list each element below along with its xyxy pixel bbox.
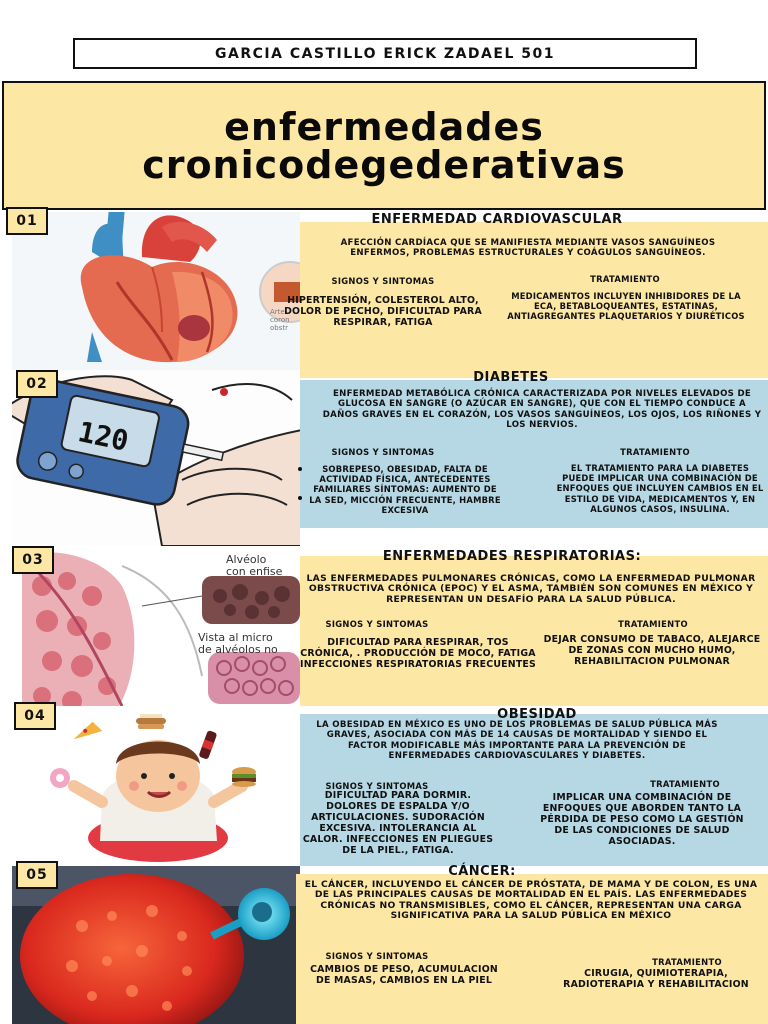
obesity-treatment: IMPLICAR UNA COMBINACIÓN DE ENFOQUES QUE ABORDEN TANTO LA PÉRDIDA DE PESO COMO LA GESTIÓN DE LAS CONDICIONES DE SALUD ASOCIADAS. (540, 792, 744, 847)
section-number-04: 04 (14, 702, 56, 730)
cancer-description: EL CÁNCER, INCLUYENDO EL CÁNCER DE PRÓSTATA, DE MAMA Y DE COLON, ES UNA DE LAS PRINCIPALES CAUSAS DE MORTALIDAD EN EL PAÍS. LAS ENFERMEDADES CRÓNICAS NO TRANSMISIBLES, COMO EL CÁNCER, REPRESENTAN UNA CARGA SIGNIFICATIVA PARA LA SALUD PÚBLICA EN MÉXICO (304, 879, 758, 922)
respiratory-treatment-label: TRATAMIENTO (618, 619, 688, 629)
section-number-03: 03 (12, 546, 54, 574)
glucometer-reading: 120 (75, 415, 132, 458)
heart-illustration (12, 212, 300, 370)
diabetes-description: ENFERMEDAD METABÓLICA CRÓNICA CARACTERIZADA POR NIVELES ELEVADOS DE GLUCOSA EN SANGRE (O AZÚCAR EN SANGRE), QUE CON EL TIEMPO CONDUCE A DAÑOS GRAVES EN EL CORAZÓN, LOS VASOS SANGUÍNEOS, LOS OJOS, LOS RIÑONES Y LOS NERVIOS. (322, 389, 762, 431)
section-heading-diabetes: DIABETES (473, 370, 549, 385)
respiratory-description: LAS ENFERMEDADES PULMONARES CRÓNICAS, COMO LA ENFERMEDAD PULMONAR OBSTRUCTIVA CRÓNICA (EPOC) Y EL ASMA, TAMBIÉN SON COMUNES EN MÉXICO Y REPRESENTAN UN DESAFÍO PARA LA SALUD PÚBLICA. (306, 573, 756, 605)
title-line-1: enfermedades (224, 104, 544, 149)
obesity-signs-label: SIGNOS Y SINTOMAS (325, 781, 429, 791)
section-heading-cancer: CÁNCER: (448, 864, 516, 879)
cardiovascular-signs: HIPERTENSIÓN, COLESTEROL ALTO, DOLOR DE PECHO, DIFICULTAD PARA RESPIRAR, FATIGA (284, 295, 482, 328)
section-heading-cardiovascular: ENFERMEDAD CARDIOVASCULAR (371, 212, 623, 227)
diabetes-treatment-label: TRATAMIENTO (620, 447, 690, 457)
section-number-02: 02 (16, 370, 58, 398)
obesity-description: LA OBESIDAD EN MÉXICO ES UNO DE LOS PROBLEMAS DE SALUD PÚBLICA MÁS GRAVES, ASOCIADA CON MÁS DE 14 CAUSAS DE MORTALIDAD Y SIENDO EL FACTOR MODIFICABLE MÁS IMPORTANTE PARA LA PREVENCIÓN DE ENFERMEDADES CARDIOVASCULARES Y DIABETES. (316, 720, 718, 762)
respiratory-signs: DIFICULTAD PARA RESPIRAR, TOS CRÓNICA, . PRODUCCIÓN DE MOCO, FATIGA INFECCIONES RESPIRATORIAS FRECUENTES (300, 637, 536, 670)
cardiovascular-treatment-label: TRATAMIENTO (590, 274, 660, 284)
alveoli-caption-1: Alvéolo con enfise (226, 553, 283, 578)
diabetes-bullet-2 (298, 496, 302, 500)
diabetes-treatment: EL TRATAMIENTO PARA LA DIABETES PUEDE IMPLICAR UNA COMBINACIÓN DE ENFOQUES QUE INCLUYEN CAMBIOS EN EL ESTILO DE VIDA, MEDICAMENTOS Y, EN ALGUNOS CASOS, INSULINA. (556, 463, 764, 514)
cardiovascular-description: AFECCIÓN CARDÍACA QUE SE MANIFIESTA MEDIANTE VASOS SANGUÍNEOS ENFERMOS, PROBLEMAS ESTRUCTURALES Y COÁGULOS SANGUÍNEOS. (340, 238, 716, 259)
page-title (2, 81, 766, 210)
cancer-treatment: CIRUGIA, QUIMIOTERAPIA, RADIOTERAPIA Y REHABILITACION (563, 968, 749, 990)
section-heading-obesity: OBESIDAD (497, 707, 577, 722)
cardiovascular-signs-label: SIGNOS Y SINTOMAS (331, 276, 435, 286)
cancer-signs: CAMBIOS DE PESO, ACUMULACION DE MASAS, CAMBIOS EN LA PIEL (310, 964, 498, 986)
lungs-alveoli-illustration (12, 546, 300, 716)
section-number-01: 01 (6, 207, 48, 235)
cardiovascular-treatment: MEDICAMENTOS INCLUYEN INHIBIDORES DE LA ECA, BETABLOQUEANTES, ESTATINAS, ANTIAGREGANTES PLAQUETARIOS Y DIURÉTICOS (507, 291, 745, 322)
cancer-cell-illustration (12, 866, 300, 1024)
heart-image-caption: Arte coron obstr (270, 308, 290, 332)
respiratory-treatment: DEJAR CONSUMO DE TABACO, ALEJARCE DE ZONAS CON MUCHO HUMO, REHABILITACION PULMONAR (543, 634, 761, 667)
respiratory-signs-label: SIGNOS Y SINTOMAS (325, 619, 429, 629)
diabetes-signs: SOBREPESO, OBESIDAD, FALTA DE ACTIVIDAD FÍSICA, ANTECEDENTES FAMILIARES SÍNTOMAS: AUMENTO DE LA SED, MICCIÓN FRECUENTE, HAMBRE EXCESIVA (309, 464, 501, 515)
author-name: GARCIA CASTILLO ERICK ZADAEL 501 (73, 38, 697, 69)
diabetes-signs-label: SIGNOS Y SINTOMAS (331, 447, 435, 457)
obesity-illustration (12, 706, 300, 866)
cancer-treatment-label: TRATAMIENTO (652, 957, 722, 967)
section-heading-respiratory: ENFERMEDADES RESPIRATORIAS: (382, 549, 642, 564)
obesity-treatment-label: TRATAMIENTO (650, 779, 720, 789)
obesity-signs: DIFICULTAD PARA DORMIR. DOLORES DE ESPALDA Y/O ARTICULACIONES. SUDORACIÓN EXCESIVA. INTOLERANCIA AL CALOR. INFECCIONES EN PLIEGUES DE LA PIEL., FATIGA. (302, 790, 494, 856)
section-number-05: 05 (16, 861, 58, 889)
diabetes-bullet-1 (298, 467, 302, 471)
alveoli-caption-2: Vista al micro de alvéolos no (198, 631, 278, 656)
title-line-2: cronicodegederativas (142, 142, 626, 187)
cancer-signs-label: SIGNOS Y SINTOMAS (325, 951, 429, 961)
